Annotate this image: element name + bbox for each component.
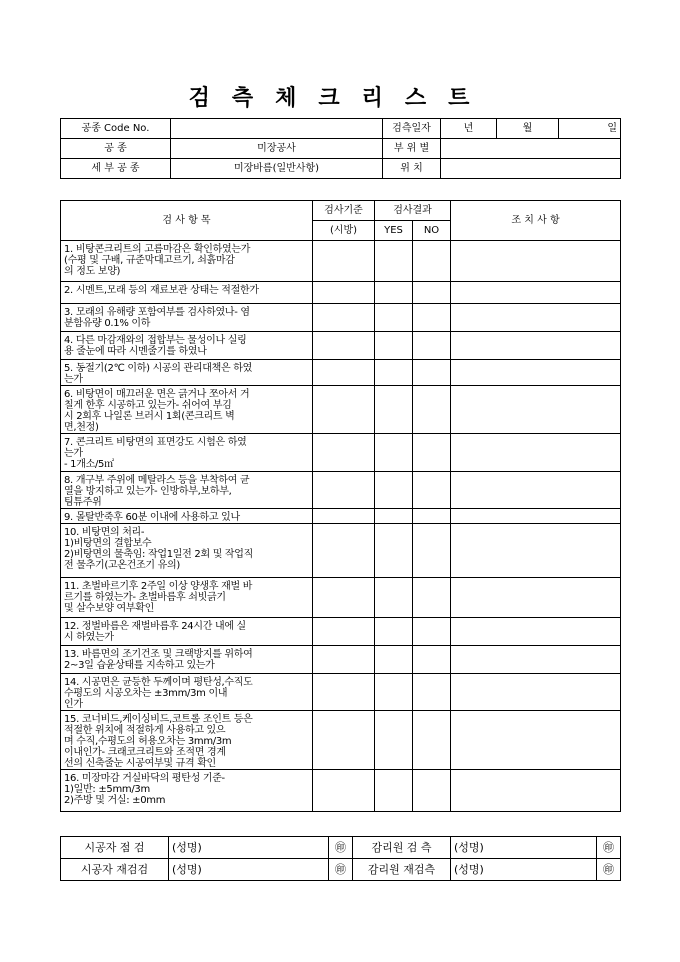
check-item-line: 11. 초벌바르기후 2주일 이상 양생후 재벌 바	[64, 581, 253, 592]
check-item-line: 전 물추기(고온건조기 유의)	[64, 560, 180, 571]
standard-cell[interactable]	[313, 241, 375, 282]
yes-cell[interactable]	[375, 770, 413, 812]
check-item-line: 는가	[64, 448, 83, 459]
no-cell[interactable]	[413, 674, 451, 711]
standard-cell[interactable]	[313, 509, 375, 524]
action-cell[interactable]	[451, 578, 621, 618]
table-row	[61, 509, 621, 524]
check-item-line: 2)주방 및 거실: ±0mm	[64, 795, 166, 806]
table-row	[61, 360, 621, 386]
code-value[interactable]	[171, 119, 383, 139]
code-label: 공종 Code No.	[61, 119, 171, 139]
subtype-label: 세 부 공 종	[61, 159, 171, 179]
yes-cell[interactable]	[375, 674, 413, 711]
check-item-line: 팀튜주위	[64, 497, 102, 508]
month-label: 월	[497, 119, 559, 139]
check-item-line: 및 살수보양 여부확인	[64, 603, 154, 614]
action-cell[interactable]	[451, 434, 621, 472]
action-cell[interactable]	[451, 711, 621, 770]
no-cell[interactable]	[413, 304, 451, 332]
check-item-line: 2)비탕면의 물축임: 작업1일전 2회 및 작업직	[64, 549, 254, 560]
no-cell[interactable]	[413, 524, 451, 578]
action-cell[interactable]	[451, 282, 621, 304]
info-table	[60, 118, 621, 179]
check-item-line: 칠게 한후 시공하고 있는가- 쉬어여 부김	[64, 400, 232, 411]
no-cell[interactable]	[413, 472, 451, 509]
yes-column-header: YES	[375, 221, 413, 241]
yes-cell[interactable]	[375, 434, 413, 472]
check-item-line: 16. 미장마감 거실바닥의 평탄성 기준-	[64, 773, 225, 784]
contractor-recheck-seal: ㊞	[329, 859, 353, 881]
check-item-line: 면,천정)	[64, 422, 99, 433]
no-cell[interactable]	[413, 241, 451, 282]
action-cell[interactable]	[451, 332, 621, 360]
check-item-line: 르기를 하였는가- 초벌바름후 쇠빗긁기	[64, 592, 226, 603]
no-cell[interactable]	[413, 386, 451, 434]
standard-cell[interactable]	[313, 386, 375, 434]
check-item	[61, 711, 313, 770]
checklist-table	[60, 200, 621, 812]
table-row	[61, 282, 621, 304]
standard-column-header: 검사기준	[313, 201, 375, 221]
result-column-header: 검사결과	[375, 201, 451, 221]
check-item-line: 5. 동절기(2℃ 이하) 시공의 관리대책은 하였	[64, 363, 252, 374]
check-item	[61, 360, 313, 386]
contractor-check-signature[interactable]: (성명)	[169, 837, 329, 859]
standard-cell[interactable]	[313, 332, 375, 360]
check-item-line: 선의 신축줄눈 시공여부및 규격 확인	[64, 758, 216, 769]
standard-cell[interactable]	[313, 282, 375, 304]
no-cell[interactable]	[413, 509, 451, 524]
supervisor-check-label: 감리원 검 측	[353, 837, 451, 859]
table-row	[61, 304, 621, 332]
location-value[interactable]	[441, 159, 621, 179]
table-row	[61, 524, 621, 578]
yes-cell[interactable]	[375, 386, 413, 434]
action-cell[interactable]	[451, 360, 621, 386]
action-cell[interactable]	[451, 524, 621, 578]
yes-cell[interactable]	[375, 578, 413, 618]
year-label: 년	[441, 119, 497, 139]
check-item-line: 분함유량 0.1% 이하	[64, 318, 151, 329]
check-item-line: 는가	[64, 374, 83, 385]
standard-cell[interactable]	[313, 674, 375, 711]
check-item-line: 시 하였는가	[64, 632, 114, 643]
action-cell[interactable]	[451, 472, 621, 509]
standard-cell[interactable]	[313, 770, 375, 812]
action-cell[interactable]	[451, 646, 621, 674]
table-row	[61, 646, 621, 674]
no-cell[interactable]	[413, 578, 451, 618]
standard-cell[interactable]	[313, 711, 375, 770]
check-item	[61, 646, 313, 674]
yes-cell[interactable]	[375, 646, 413, 674]
check-item-line: 2~3일 습윤상태를 지속하고 있는가	[64, 660, 215, 671]
no-cell[interactable]	[413, 434, 451, 472]
check-item-line: 4. 다른 마감재와의 접합부는 물성이나 실링	[64, 335, 247, 346]
check-item-line: 13. 바름면의 조기건조 및 크랙방지를 위하여	[64, 649, 253, 660]
supervisor-check-signature[interactable]: (성명)	[451, 837, 597, 859]
check-item-line: 1. 비탕콘크리트의 고름마감은 확인하였는가	[64, 244, 251, 255]
check-item-line: 수평도의 시공오차는 ±3mm/3m 이내	[64, 688, 228, 699]
page-title: 검측체크리스트	[188, 85, 492, 111]
check-item	[61, 509, 313, 524]
standard-cell[interactable]	[313, 472, 375, 509]
table-row	[61, 711, 621, 770]
check-item-line: 12. 정벌바름은 재벌바름후 24시간 내에 실	[64, 621, 246, 632]
check-item-line: 3. 모래의 유해량 포함여부를 검사하였나- 염	[64, 307, 250, 318]
action-cell[interactable]	[451, 241, 621, 282]
check-item-line: 10. 비탕면의 처리-	[64, 527, 145, 538]
checklist-rows	[61, 241, 621, 812]
check-item	[61, 618, 313, 646]
standard-cell[interactable]	[313, 578, 375, 618]
date-label: 검측일자	[383, 119, 441, 139]
part-value[interactable]	[441, 139, 621, 159]
standard-cell[interactable]	[313, 646, 375, 674]
yes-cell[interactable]	[375, 618, 413, 646]
check-item-line: 이내인가- 크래코크리트와 조적면 경계	[64, 747, 226, 758]
standard-cell[interactable]	[313, 618, 375, 646]
supervisor-recheck-signature[interactable]: (성명)	[451, 859, 597, 881]
check-item	[61, 304, 313, 332]
yes-cell[interactable]	[375, 241, 413, 282]
table-row	[61, 674, 621, 711]
check-item	[61, 241, 313, 282]
check-item	[61, 578, 313, 618]
no-cell[interactable]	[413, 332, 451, 360]
table-row	[61, 770, 621, 812]
table-row	[61, 472, 621, 509]
check-item-line: - 1개소/5㎡	[64, 459, 114, 470]
check-item-line: 적절한 위치에 적절하게 사용하고 있으	[64, 725, 226, 736]
check-item	[61, 282, 313, 304]
check-item	[61, 332, 313, 360]
check-item-line: 며 수직,수평도의 허용오차는 3mm/3m	[64, 736, 232, 747]
check-item-line: 열을 방지하고 있는가- 인방하부,보하부,	[64, 486, 232, 497]
supervisor-check-seal: ㊞	[597, 837, 621, 859]
check-item	[61, 386, 313, 434]
check-item-line: 15. 코너비드,케이싱비드,코트롤 조인트 등은	[64, 714, 253, 725]
contractor-recheck-label: 시공자 재검검	[61, 859, 169, 881]
check-item	[61, 674, 313, 711]
check-item	[61, 472, 313, 509]
action-cell[interactable]	[451, 386, 621, 434]
table-row	[61, 386, 621, 434]
table-row	[61, 241, 621, 282]
check-item-line: 시 2회후 나일론 브러시 1회(콘크리트 벽	[64, 411, 235, 422]
signature-table	[60, 836, 621, 881]
standard-cell[interactable]	[313, 304, 375, 332]
yes-cell[interactable]	[375, 282, 413, 304]
no-cell[interactable]	[413, 646, 451, 674]
item-column-header: 검 사 항 목	[61, 201, 313, 241]
no-cell[interactable]	[413, 282, 451, 304]
check-item-line: (수평 및 구배, 규준막대고르기, 쇠흙마감	[64, 255, 235, 266]
table-row	[61, 434, 621, 472]
location-label: 위 치	[383, 159, 441, 179]
check-item	[61, 524, 313, 578]
subtype-value[interactable]: 미장바름(일반사항)	[171, 159, 383, 179]
standard-cell[interactable]	[313, 524, 375, 578]
supervisor-recheck-seal: ㊞	[597, 859, 621, 881]
day-label: 일	[559, 119, 621, 139]
action-column-header: 조 치 사 항	[451, 201, 621, 241]
check-item	[61, 434, 313, 472]
table-row	[61, 618, 621, 646]
check-item-line: 2. 시멘트,모래 등의 재료보관 상태는 적절한가	[64, 285, 259, 296]
check-item-line: 1)일반: ±5mm/3m	[64, 784, 150, 795]
type-label: 공 종	[61, 139, 171, 159]
supervisor-recheck-label: 감리원 재검측	[353, 859, 451, 881]
yes-cell[interactable]	[375, 509, 413, 524]
yes-cell[interactable]	[375, 472, 413, 509]
check-item-line: 의 정도 보양)	[64, 266, 121, 277]
yes-cell[interactable]	[375, 711, 413, 770]
action-cell[interactable]	[451, 674, 621, 711]
no-cell[interactable]	[413, 618, 451, 646]
check-item-line: 용 줄눈에 따라 시멘줄기를 하였나	[64, 346, 207, 357]
no-cell[interactable]	[413, 770, 451, 812]
contractor-recheck-signature[interactable]: (성명)	[169, 859, 329, 881]
contractor-check-label: 시공자 점 검	[61, 837, 169, 859]
action-cell[interactable]	[451, 304, 621, 332]
check-item-line: 14. 시공면은 균등한 두께이며 평탄성,수직도	[64, 677, 253, 688]
yes-cell[interactable]	[375, 360, 413, 386]
yes-cell[interactable]	[375, 332, 413, 360]
check-item-line: 6. 비탕면이 매끄러운 면은 긁거나 쪼아서 거	[64, 389, 250, 400]
check-item-line: 1)비탕면의 결합보수	[64, 538, 152, 549]
type-value[interactable]: 미장공사	[171, 139, 383, 159]
check-item-line: 7. 콘크리트 비탕면의 표면강도 시험은 하였	[64, 437, 247, 448]
no-cell[interactable]	[413, 360, 451, 386]
table-row	[61, 578, 621, 618]
check-item-line: 인가	[64, 699, 83, 710]
check-item-line: 8. 개구부 주위에 메탈라스 등을 부착하여 균	[64, 475, 250, 486]
no-column-header: NO	[413, 221, 451, 241]
no-cell[interactable]	[413, 711, 451, 770]
standard-cell[interactable]	[313, 360, 375, 386]
standard-sub-header: (시방)	[313, 221, 375, 241]
yes-cell[interactable]	[375, 304, 413, 332]
check-item	[61, 770, 313, 812]
part-label: 부 위 별	[383, 139, 441, 159]
standard-cell[interactable]	[313, 434, 375, 472]
yes-cell[interactable]	[375, 524, 413, 578]
check-item-line: 9. 몰탈반죽후 60분 이내에 사용하고 있나	[64, 512, 240, 523]
action-cell[interactable]	[451, 509, 621, 524]
action-cell[interactable]	[451, 770, 621, 812]
action-cell[interactable]	[451, 618, 621, 646]
contractor-check-seal: ㊞	[329, 837, 353, 859]
table-row	[61, 332, 621, 360]
